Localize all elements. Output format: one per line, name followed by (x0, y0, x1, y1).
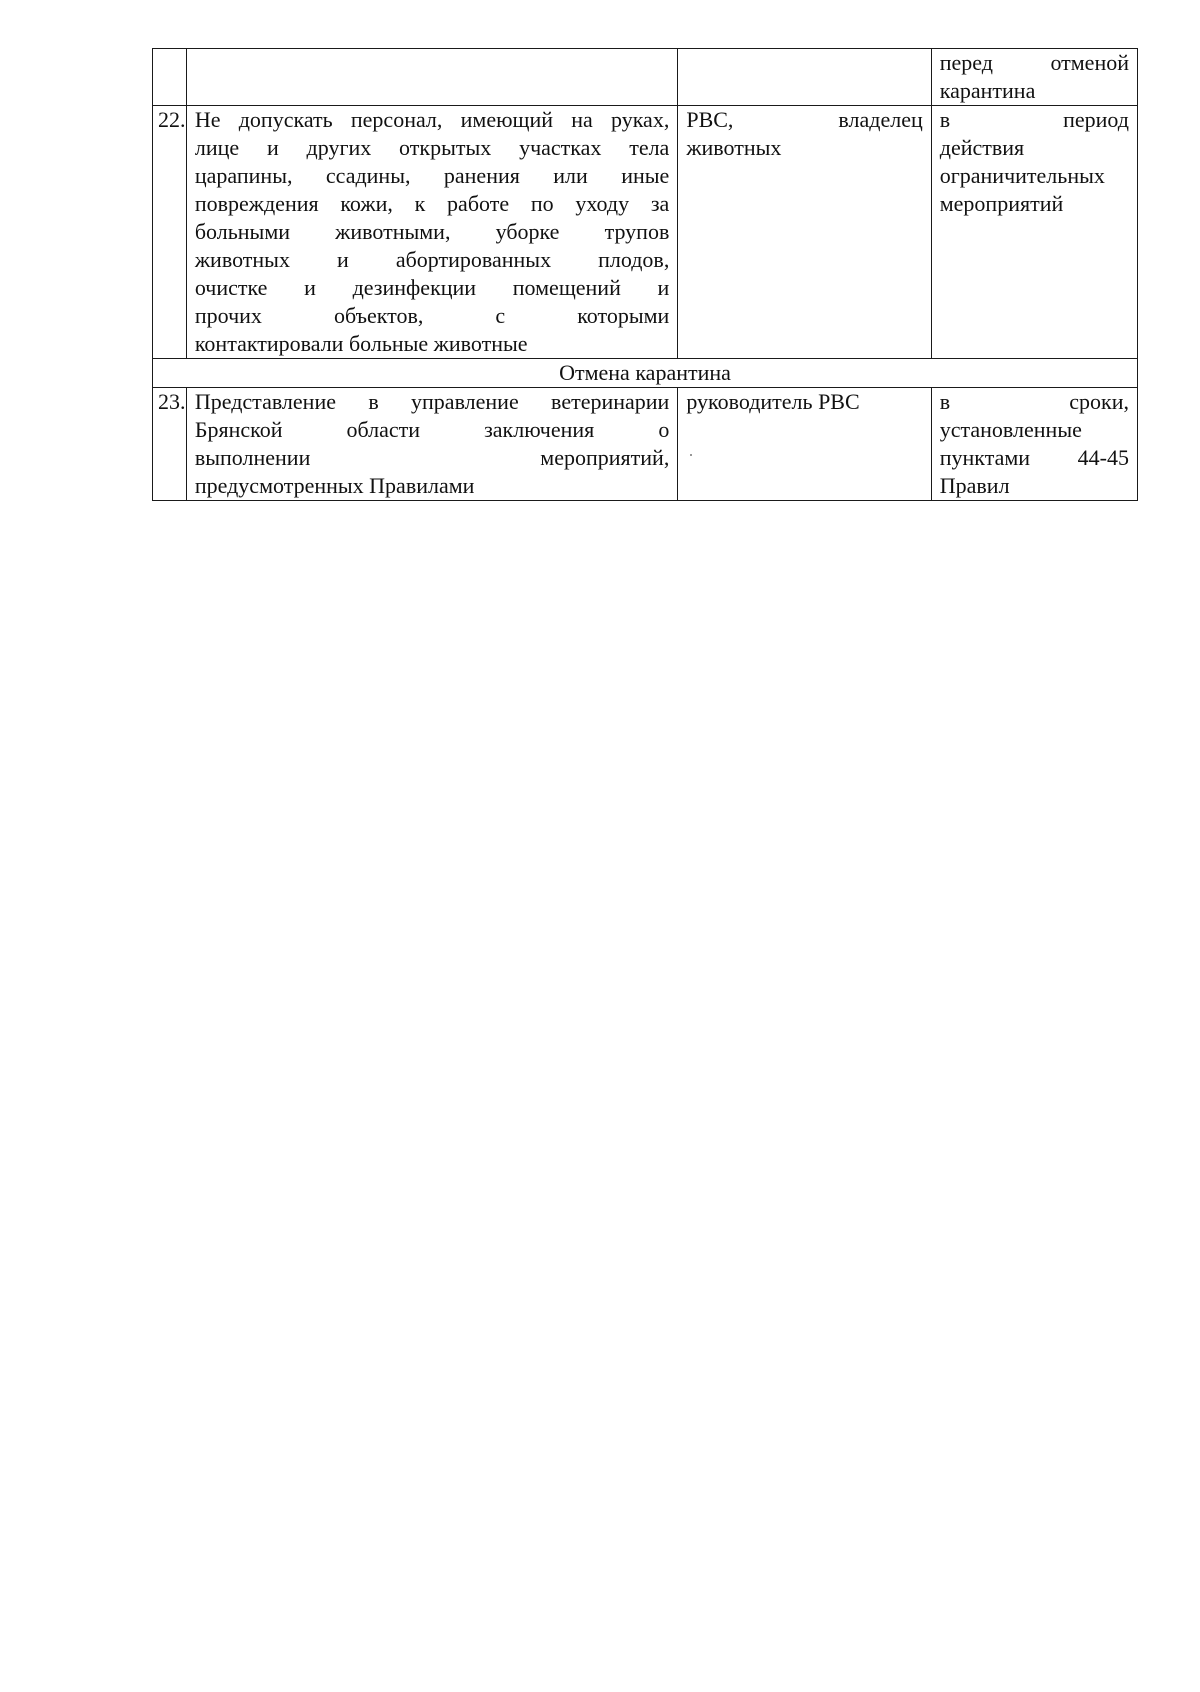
cell-text-line: ограничительных (939, 163, 1105, 188)
cell-text-line: Не допускать персонал, имеющий на руках, (194, 107, 670, 132)
cell-text-line: больными животными, уборке трупов (194, 219, 670, 244)
action-cell (186, 49, 677, 106)
term-cell (931, 388, 1137, 501)
cell-text-line: Правил (939, 473, 1010, 498)
row-number-cell: 22. (153, 106, 187, 359)
cell-text-line: контактировали больные животные (194, 331, 528, 356)
cell-text-line: установленные (939, 417, 1082, 442)
term-cell (931, 106, 1137, 359)
scan-speck (690, 454, 692, 456)
table-row (153, 49, 1138, 106)
cell-text-line: Брянской области заключения о (194, 417, 670, 442)
measures-table-body (153, 49, 1138, 501)
cell-text-line: карантина (939, 78, 1036, 103)
row-number-cell: 23. (153, 388, 187, 501)
cell-text-line: Представление в управление ветеринарии (194, 389, 670, 414)
section-row (153, 359, 1138, 388)
cell-text-line: прочих объектов, с которыми (194, 303, 670, 328)
responsible-cell (678, 49, 931, 106)
cell-text-line: очистке и дезинфекции помещений и (194, 275, 670, 300)
section-title: Отмена карантина (153, 359, 1138, 388)
cell-text-line: животных и абортированных плодов, (194, 247, 670, 272)
cell-text-line: лице и других открытых участках тела (194, 135, 670, 160)
table-row (153, 106, 1138, 359)
row-number-cell (153, 49, 187, 106)
cell-text-line: пунктами 44-45 (939, 445, 1129, 470)
cell-text-line: РВС, владелец (686, 107, 923, 132)
cell-text-line: выполнении мероприятий, (194, 445, 670, 470)
cell-text-line: предусмотренных Правилами (194, 473, 475, 498)
action-cell (186, 388, 677, 501)
cell-text-line: царапины, ссадины, ранения или иные (194, 163, 670, 188)
responsible-cell (678, 106, 931, 359)
measures-table (152, 48, 1138, 501)
responsible-cell (678, 388, 931, 501)
action-cell (186, 106, 677, 359)
cell-text-line: повреждения кожи, к работе по уходу за (194, 191, 670, 216)
cell-text-line: действия (939, 135, 1025, 160)
cell-text-line: в период (939, 107, 1129, 132)
cell-text-line: перед отменой (939, 50, 1129, 75)
table-row (153, 388, 1138, 501)
cell-text-line: животных (686, 135, 782, 160)
cell-text-line: в сроки, (939, 389, 1129, 414)
cell-text-line: мероприятий (939, 191, 1064, 216)
cell-text-line: руководитель РВС (686, 389, 860, 414)
term-cell (931, 49, 1137, 106)
